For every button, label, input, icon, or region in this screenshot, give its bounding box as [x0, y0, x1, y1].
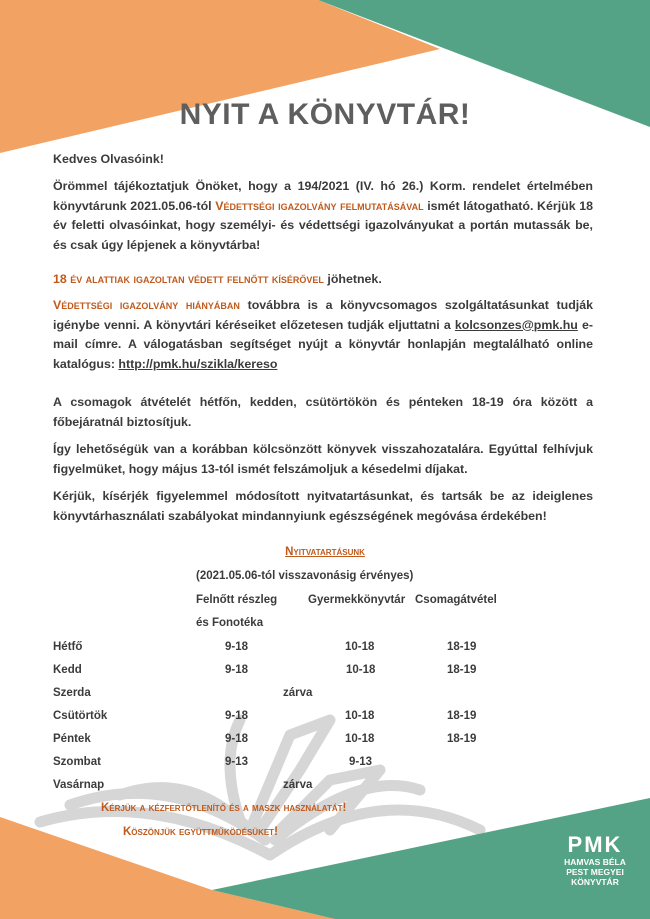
page-title: NYIT A KÖNYVTÁR!: [179, 98, 471, 131]
row-day: Péntek: [53, 733, 91, 745]
row-closed: zárva: [283, 687, 313, 699]
intro-text: Örömmel tájékoztatjuk Önöket, hogy a 194/2021 (IV. hó 26.) Korm. rendelet értelmében könyvtárunk 2021.05.06-tól: [53, 179, 593, 213]
pmk-logo: [555, 833, 635, 887]
row-adult: 9-18: [225, 710, 249, 722]
row-closed: zárva: [283, 779, 313, 791]
row-day: Csütörtök: [53, 710, 108, 722]
row-day: Vasárnap: [53, 779, 105, 791]
catalog-url-link[interactable]: http://pmk.hu/szikla/kereso: [118, 356, 278, 371]
paragraph-rules: Kérjük, kísérjék figyelemmel módosított nyitvatartásunkat, és tartsák be az ideiglenes könyvtárhasználati szabályokat mindannyiunk egészségének megóvása érdekében!: [53, 489, 593, 523]
email-link[interactable]: kolcsonzes@pmk.hu: [454, 317, 578, 332]
minors-highlight: 18 év alattiak igazoltan védett felnőtt kísérővel: [53, 272, 324, 286]
row-package: 18-19: [447, 733, 477, 745]
logo-line-3: KÖNYVTÁR: [571, 877, 619, 887]
logo-line-1: HAMVAS BÉLA: [564, 857, 626, 867]
row-package: 18-19: [447, 710, 477, 722]
header-adult-line2: és Fonotéka: [196, 617, 264, 629]
footer-thanks: Köszönjük együttműködésüket!: [123, 826, 278, 838]
row-day: Kedd: [53, 664, 82, 676]
footer-request: Kérjük a kézfertőtlenítő és a maszk használatát!: [101, 802, 347, 814]
logo-line-2: PEST MEGYEI: [566, 867, 624, 877]
row-adult: 9-13: [225, 756, 249, 768]
row-adult: 9-18: [225, 664, 249, 676]
row-adult: 9-18: [225, 641, 249, 653]
row-day: Hétfő: [53, 641, 83, 653]
header-package: Csomagátvétel: [415, 594, 497, 606]
package-text: továbbra is a könyvcsomagos szolgáltatásunkat tudják igénybe venni. A könyvtári kéréseiket előzetesen tudják eljuttatni a: [53, 298, 594, 332]
paragraph-intro: [53, 177, 593, 255]
row-package: 18-19: [447, 664, 477, 676]
minors-text: jöhetnek.: [323, 272, 382, 286]
row-child: 10-18: [345, 710, 375, 722]
row-adult: 9-18: [225, 733, 249, 745]
no-cert-highlight: Védettségi igazolvány hiányában: [53, 298, 240, 312]
intro-text-cont: ismét látogatható. Kérjük 18 év feletti olvasóinkat, hogy személyi- és védettségi igazolványukat a portán mutassák be, és csak úgy lépjenek a könyvtárba!: [53, 198, 594, 252]
row-child: 9-13: [349, 756, 373, 768]
schedule-title: Nyitvatartásunk: [285, 546, 365, 558]
vaccination-cert-highlight: Védettségi igazolvány felmutatásával: [215, 198, 424, 213]
header-children: Gyermekkönyvtár: [308, 594, 406, 606]
row-day: Szombat: [53, 756, 101, 768]
paragraph-returns: Így lehetőségük van a korábban kölcsönzött könyvek visszahozatalára. Egyúttal felhívjuk figyelmüket, hogy május 13-tól ismét felszámoljuk a késedelmi díjakat.: [53, 442, 593, 476]
greeting: Kedves Olvasóink!: [53, 152, 164, 166]
row-child: 10-18: [346, 664, 376, 676]
schedule-validity: (2021.05.06-tól visszavonásig érvényes): [196, 570, 414, 582]
logo-mark: PMK: [567, 832, 623, 857]
row-day: Szerda: [53, 687, 91, 699]
row-child: 10-18: [345, 733, 375, 745]
row-child: 10-18: [345, 641, 375, 653]
paragraph-pickup: A csomagok átvételét hétfőn, kedden, csütörtökön és pénteken 18-19 óra között a főbejáratnál biztosítjuk.: [53, 395, 593, 429]
catalog-text: e-mail címre. A válogatásban segítséget nyújt a könyvtár honlapján megtalálható online katalógus:: [53, 317, 593, 371]
row-package: 18-19: [447, 641, 477, 653]
paragraph-minors: [53, 270, 593, 290]
header-adult: Felnőtt részleg: [196, 594, 278, 606]
paragraph-package-service: [53, 296, 593, 374]
